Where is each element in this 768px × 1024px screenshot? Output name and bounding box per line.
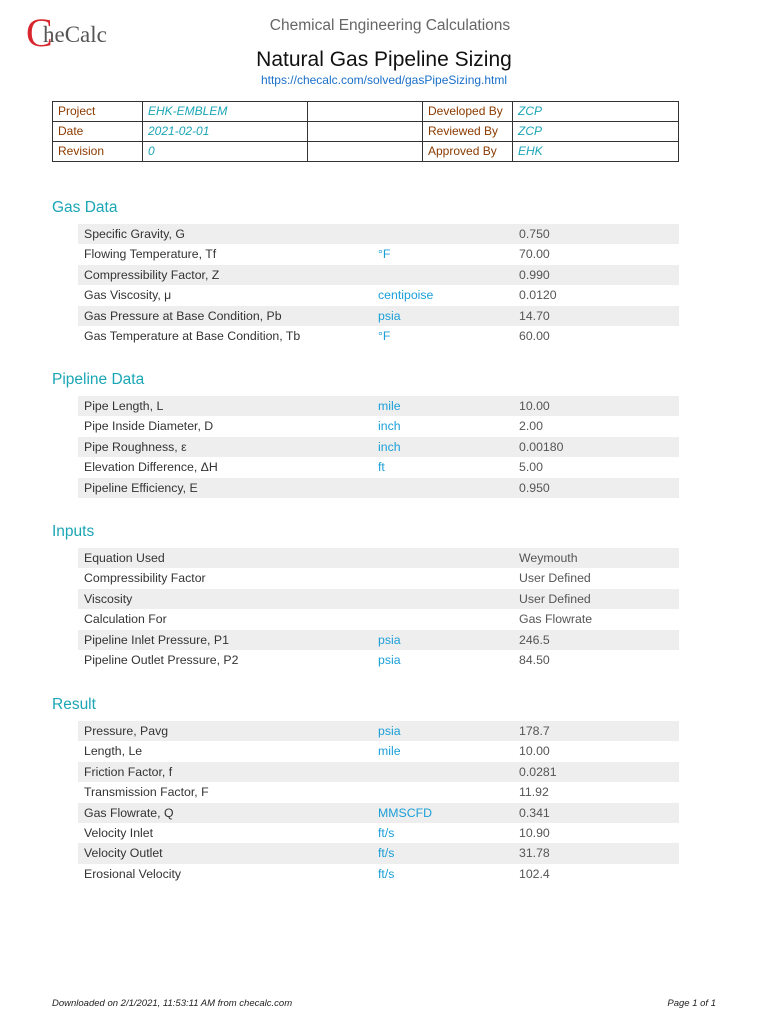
- row-unit: MMSCFD: [378, 805, 432, 820]
- row-name: Pipe Roughness, ε: [84, 439, 187, 454]
- row-value: 70.00: [519, 247, 550, 262]
- table-row: [78, 762, 679, 782]
- row-unit: mile: [378, 399, 401, 413]
- table-row: [78, 548, 679, 568]
- row-name: Compressibility Factor, Z: [84, 267, 220, 282]
- revision-row: [53, 142, 679, 162]
- pipeline-data-table: [78, 396, 679, 498]
- row-value: 10.00: [519, 399, 550, 413]
- pipeline-data-section-title: Pipeline Data: [52, 371, 145, 388]
- row-value: Weymouth: [519, 551, 578, 565]
- row-value: 2.00: [519, 419, 543, 434]
- table-row: [78, 478, 679, 498]
- row-unit: psia: [378, 724, 401, 738]
- row-name: Viscosity: [84, 591, 133, 606]
- row-name: Gas Pressure at Base Condition, Pb: [84, 308, 282, 323]
- row-name: Transmission Factor, F: [84, 785, 209, 800]
- row-name: Calculation For: [84, 612, 167, 627]
- row-unit: mile: [378, 744, 401, 759]
- inputs-table: [78, 548, 679, 670]
- row-unit: centipoise: [378, 288, 434, 303]
- row-value: 0.341: [519, 805, 550, 820]
- table-row: [78, 803, 679, 823]
- row-name: Erosional Velocity: [84, 866, 182, 881]
- date-value: 2021-02-01: [143, 122, 308, 142]
- logo-text: heCalc: [43, 22, 107, 47]
- row-unit: ft/s: [378, 866, 395, 881]
- row-value: 0.990: [519, 267, 550, 282]
- revision-label: Revision: [53, 142, 143, 162]
- download-footer: Downloaded on 2/1/2021, 11:53:11 AM from checalc.com: [52, 998, 293, 1009]
- row-value: Gas Flowrate: [519, 612, 593, 627]
- table-row: [78, 457, 679, 477]
- row-value: 0.750: [519, 227, 550, 241]
- table-row: [78, 782, 679, 802]
- row-name: Pipeline Inlet Pressure, P1: [84, 632, 229, 647]
- developed-by-label: Developed By: [423, 102, 513, 122]
- logo-c-letter: C: [26, 10, 53, 55]
- row-name: Compressibility Factor: [84, 571, 206, 586]
- document-title: Natural Gas Pipeline Sizing: [256, 48, 512, 71]
- header-title: Chemical Engineering Calculations: [269, 17, 511, 34]
- row-unit: °F: [378, 328, 391, 343]
- project-info-table: [52, 101, 679, 162]
- row-name: Equation Used: [84, 551, 165, 565]
- approved-by-label: Approved By: [423, 142, 513, 162]
- project-row: [53, 102, 679, 122]
- row-unit: inch: [378, 439, 401, 454]
- row-value: 0.950: [519, 480, 550, 495]
- row-name: Flowing Temperature, Tf: [84, 247, 217, 262]
- page-number: Page 1 of 1: [667, 998, 716, 1009]
- row-value: 31.78: [519, 846, 550, 861]
- table-row: [78, 224, 679, 244]
- table-row: [78, 823, 679, 843]
- date-row: [53, 122, 679, 142]
- table-row: [78, 244, 679, 264]
- result-section-title: Result: [52, 696, 96, 713]
- row-value: 5.00: [519, 460, 543, 475]
- reviewed-by-value: ZCP: [513, 122, 679, 142]
- table-row: [78, 568, 679, 588]
- table-row: [78, 265, 679, 285]
- revision-value: 0: [143, 142, 308, 162]
- table-row: [78, 416, 679, 436]
- row-value: 11.92: [519, 785, 549, 800]
- approved-by-value: EHK: [513, 142, 679, 162]
- row-name: Velocity Outlet: [84, 846, 163, 861]
- table-row: [78, 396, 679, 416]
- blank-cell: [308, 102, 423, 122]
- table-row: [78, 630, 679, 650]
- row-name: Pressure, Pavg: [84, 724, 169, 738]
- row-name: Pipe Length, L: [84, 399, 164, 413]
- row-value: 84.50: [519, 652, 550, 667]
- row-name: Pipeline Outlet Pressure, P2: [84, 652, 239, 667]
- row-unit: psia: [378, 308, 401, 323]
- row-name: Gas Flowrate, Q: [84, 805, 174, 820]
- row-name: Specific Gravity, G: [84, 227, 185, 241]
- row-unit: ft/s: [378, 846, 395, 861]
- project-value: EHK-EMBLEM: [143, 102, 308, 122]
- table-row: [78, 843, 679, 863]
- row-unit: ft/s: [378, 825, 395, 840]
- table-row: [78, 589, 679, 609]
- row-unit: psia: [378, 632, 401, 647]
- row-value: 0.0120: [519, 288, 557, 303]
- blank-cell: [308, 122, 423, 142]
- inputs-section-title: Inputs: [52, 523, 95, 540]
- table-row: [78, 741, 679, 761]
- gas-data-table: [78, 224, 679, 346]
- row-name: Length, Le: [84, 744, 143, 759]
- row-value: 246.5: [519, 632, 550, 647]
- result-table: [78, 721, 679, 884]
- reviewed-by-label: Reviewed By: [423, 122, 513, 142]
- row-unit: psia: [378, 652, 401, 667]
- row-name: Friction Factor, f: [84, 764, 173, 779]
- table-row: [78, 650, 679, 670]
- row-name: Pipe Inside Diameter, D: [84, 419, 214, 434]
- row-value: 10.90: [519, 825, 550, 840]
- row-value: 14.70: [519, 308, 550, 323]
- row-unit: ft: [378, 460, 385, 475]
- row-value: User Defined: [519, 591, 591, 606]
- row-unit: inch: [378, 419, 401, 434]
- gas-data-section-title: Gas Data: [52, 199, 118, 216]
- row-value: 10.00: [519, 744, 550, 759]
- project-label: Project: [53, 102, 143, 122]
- row-unit: °F: [378, 247, 391, 262]
- document-url-link[interactable]: https://checalc.com/solved/gasPipeSizing.html: [260, 73, 508, 87]
- row-name: Elevation Difference, ΔH: [84, 460, 218, 475]
- row-value: 0.00180: [519, 439, 564, 454]
- table-row: [78, 326, 679, 346]
- developed-by-value: ZCP: [513, 102, 679, 122]
- row-name: Gas Viscosity, μ: [84, 288, 172, 303]
- table-row: [78, 285, 679, 305]
- table-row: [78, 437, 679, 457]
- table-row: [78, 864, 679, 884]
- row-name: Pipeline Efficiency, E: [84, 480, 198, 495]
- row-value: 60.00: [519, 328, 550, 343]
- row-name: Velocity Inlet: [84, 825, 154, 840]
- blank-cell: [308, 142, 423, 162]
- row-value: 0.0281: [519, 764, 557, 779]
- row-value: User Defined: [519, 571, 591, 586]
- table-row: [78, 306, 679, 326]
- row-value: 102.4: [519, 866, 550, 881]
- row-name: Gas Temperature at Base Condition, Tb: [84, 328, 301, 343]
- row-value: 178.7: [519, 724, 550, 738]
- table-row: [78, 609, 679, 629]
- date-label: Date: [53, 122, 143, 142]
- table-row: [78, 721, 679, 741]
